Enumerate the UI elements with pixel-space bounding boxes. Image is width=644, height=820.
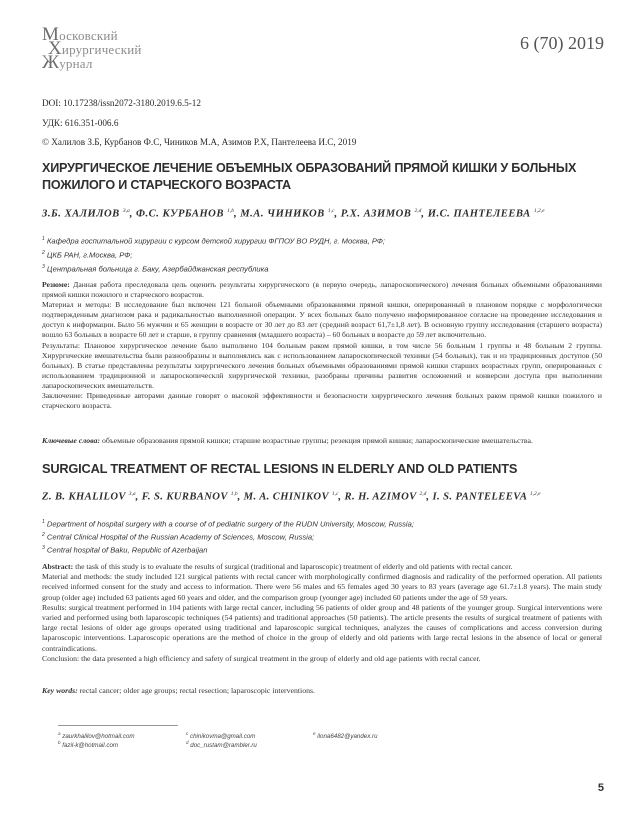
author-name: I. S. PANTELEEVA	[432, 491, 527, 503]
author-name: R. H. AZIMOV	[344, 491, 417, 503]
copyright: © Халилов З.Б, Курбанов Ф.С, Чиников М.А, Азимов Р.Х, Пантелеева И.С, 2019	[42, 137, 357, 147]
author-name: Р.Х. АЗИМОВ	[340, 208, 412, 220]
affiliation: $^1$ Кафедра госпитальной хирургии с курсом детской хирургии ФГПОУ ВО РУДН, г. Москва, РФ;	[42, 236, 385, 246]
title-ru: ХИРУРГИЧЕСКОЕ ЛЕЧЕНИЕ ОБЪЕМНЫХ ОБРАЗОВАНИЙ ПРЯМОЙ КИШКИ У БОЛЬНЫХ ПОЖИЛОГО И СТАРЧЕСКОГО ВОЗРАСТА	[42, 161, 577, 192]
keywords-en: Key words: rectal cancer; older age groups; rectal resection; laparoscopic interventions.	[42, 686, 315, 695]
abstract-ru: Резюме: Данная работа преследовала цель оценить результаты хирургического (в первую очередь, лапароскопического) лечения больных объемными образованиями прямой кишки пожилого и старческого возрастов. Материал и методы: В исследование был включен 121 больной объемными образованиями прямой кишки, оперированный в плановом порядке с морфологически подтвержденным диагнозом рака и радикальностью выполненной операции. У всех больных было получено информированное согласие на проведение исследования и доступ к информации. Было 56 мужчин и 65 женщин в возрасте от 30 лет до 83 лет (средний возраст 61,7±1,8 лет). В основную группу исследования (старшего возраста) вошло 63 больных в возрасте 60 лет и старше, в группу сравнения (младшего возраста) – 60 больных в возрасте до 59 лет включительно. Результаты: Плановое хирургическое лечение было выполнено 104 больным раком прямой кишки, в том числе 56 больным 1 группы и 48 больным 2 группы. Хирургические вмешательства были разнообразны и выполнялись как с использованием лапароскопической техники (54 больных), так и из традиционных доступов (50 больных). В статье представлены результаты хирургического лечения больных объемными образованиями прямой кишки старших возрастных групп, оперированных с использованием традиционной и лапароскопическлй хирургической техники, разобраны причины развития осложнений и конверсии доступа при выполнении лапароскопических вмешательств. Заключение: Приведенные авторами данные говорят о высокой эффективности и безопасности хирургического лечения больных раком прямой кишки пожилого и старческого возраста.	[42, 280, 602, 411]
author-name: Z. B. KHALILOV	[42, 491, 126, 503]
udk: УДК: 616.351-006.6	[42, 118, 119, 128]
authors-ru: З.Б. ХАЛИЛОВ $^{3,a}$, Ф.С. КУРБАНОВ $^{1,b}$, М.А. ЧИНИКОВ $^{1,c}$, Р.Х. АЗИМОВ $^{2,d}$, И.С. ПАНТЕЛЕЕВА $^{1,2,e}$	[42, 208, 545, 220]
affiliation: $^2$ ЦКБ РАН, г.Москва, РФ;	[42, 250, 133, 260]
affiliation: $^3$ Центральная больница г. Баку, Азербайджанская республика	[42, 264, 269, 274]
footnote-email[interactable]: $^a$ zaurkhalilov@hotmail.com	[58, 731, 135, 741]
author-name: Ф.С. КУРБАНОВ	[136, 208, 224, 220]
page-number: 5	[597, 782, 604, 794]
footnote-email[interactable]: $^e$ ilona6482@yandex.ru	[313, 731, 378, 741]
footnote-divider	[58, 725, 178, 726]
affiliation: $^1$ Department of hospital surgery with a course of of pediatric surgery of the RUDN University, Moscow, Russia;	[42, 519, 414, 529]
issue-number: 6 (70) 2019	[520, 33, 604, 53]
author-name: M. A. CHINIKOV	[243, 491, 329, 503]
doi[interactable]: DOI: 10.17238/issn2072-3180.2019.6.5-12	[42, 98, 201, 108]
footnote-email[interactable]: $^b$ fazil-k@hotmail.com	[58, 740, 119, 750]
title-en: SURGICAL TREATMENT OF RECTAL LESIONS IN ELDERLY AND OLD PATIENTS	[42, 461, 518, 476]
author-name: И.С. ПАНТЕЛЕЕВА	[427, 208, 531, 220]
journal-logo: Московский Хирургический Журнал	[42, 24, 142, 73]
footnote-email[interactable]: $^c$ chinikovma@gmail.com	[186, 731, 256, 741]
author-name: F. S. KURBANOV	[141, 491, 228, 503]
authors-en: Z. B. KHALILOV $^{3,a}$, F. S. KURBANOV $^{1,b}$, M. A. CHINIKOV $^{1,c}$, R. H. AZIMOV $^{2,d}$, I. S. PANTELEEVA $^{1,2,e}$	[42, 491, 541, 503]
author-name: З.Б. ХАЛИЛОВ	[42, 208, 120, 220]
abstract-en: Abstract: the task of this study is to evaluate the results of surgical (traditional and laparoscopic) treatment of elderly and old patients with rectal cancer. Material and methods: the study included 121 surgical patients with rectal cancer with morphologically confirmed diagnosis and radicality of the performed operation. All patients received informed consent for the study and access to information. There were 56 males and 65 females aged 30 years to 83 years (average age 61.7±1.8 years). The main study group (older age) included 63 patients aged 60 years and older, and the comparison group (younger age) included 60 patients under the age of 59 years. Results: surgical treatment performed in 104 patients with large rectal cancer, including 56 patients of older group and 48 patients of the younger group. Surgical interventions were varied and performed using both laparoscopic techniques (54 patients) and traditional approaches (50 patients). The article presents the results of surgical treatment of patients with large rectal lesions of older age groups operated using traditional and laparoscopic surgical techniques, analyzes the causes of complications and access conversion during laparoscopic interventions. Laparoscopic operations are the method of choice in the group of elderly and old patients with large rectal lesions in the absence of local or general contraindications. Conclusion: the data presented a high efficiency and safety of surgical treatment in the group of elderly and old age patients with rectal cancer.	[42, 562, 602, 663]
affiliation: $^2$ Central Clinical Hospital of the Russian Academy of Sciences, Moscow, Russia;	[42, 532, 315, 542]
footnote-email[interactable]: $^d$ doc_rustam@rambler.ru	[186, 740, 257, 750]
author-name: М.А. ЧИНИКОВ	[240, 208, 325, 220]
keywords-ru: Ключевые слова: объемные образования прямой кишки; старшие возрастные группы; резекция прямой кишки; лапароскопические вмешательства.	[42, 436, 533, 445]
affiliation: $^3$ Central hospital of Baku, Republic of Azerbaijan	[42, 545, 208, 555]
